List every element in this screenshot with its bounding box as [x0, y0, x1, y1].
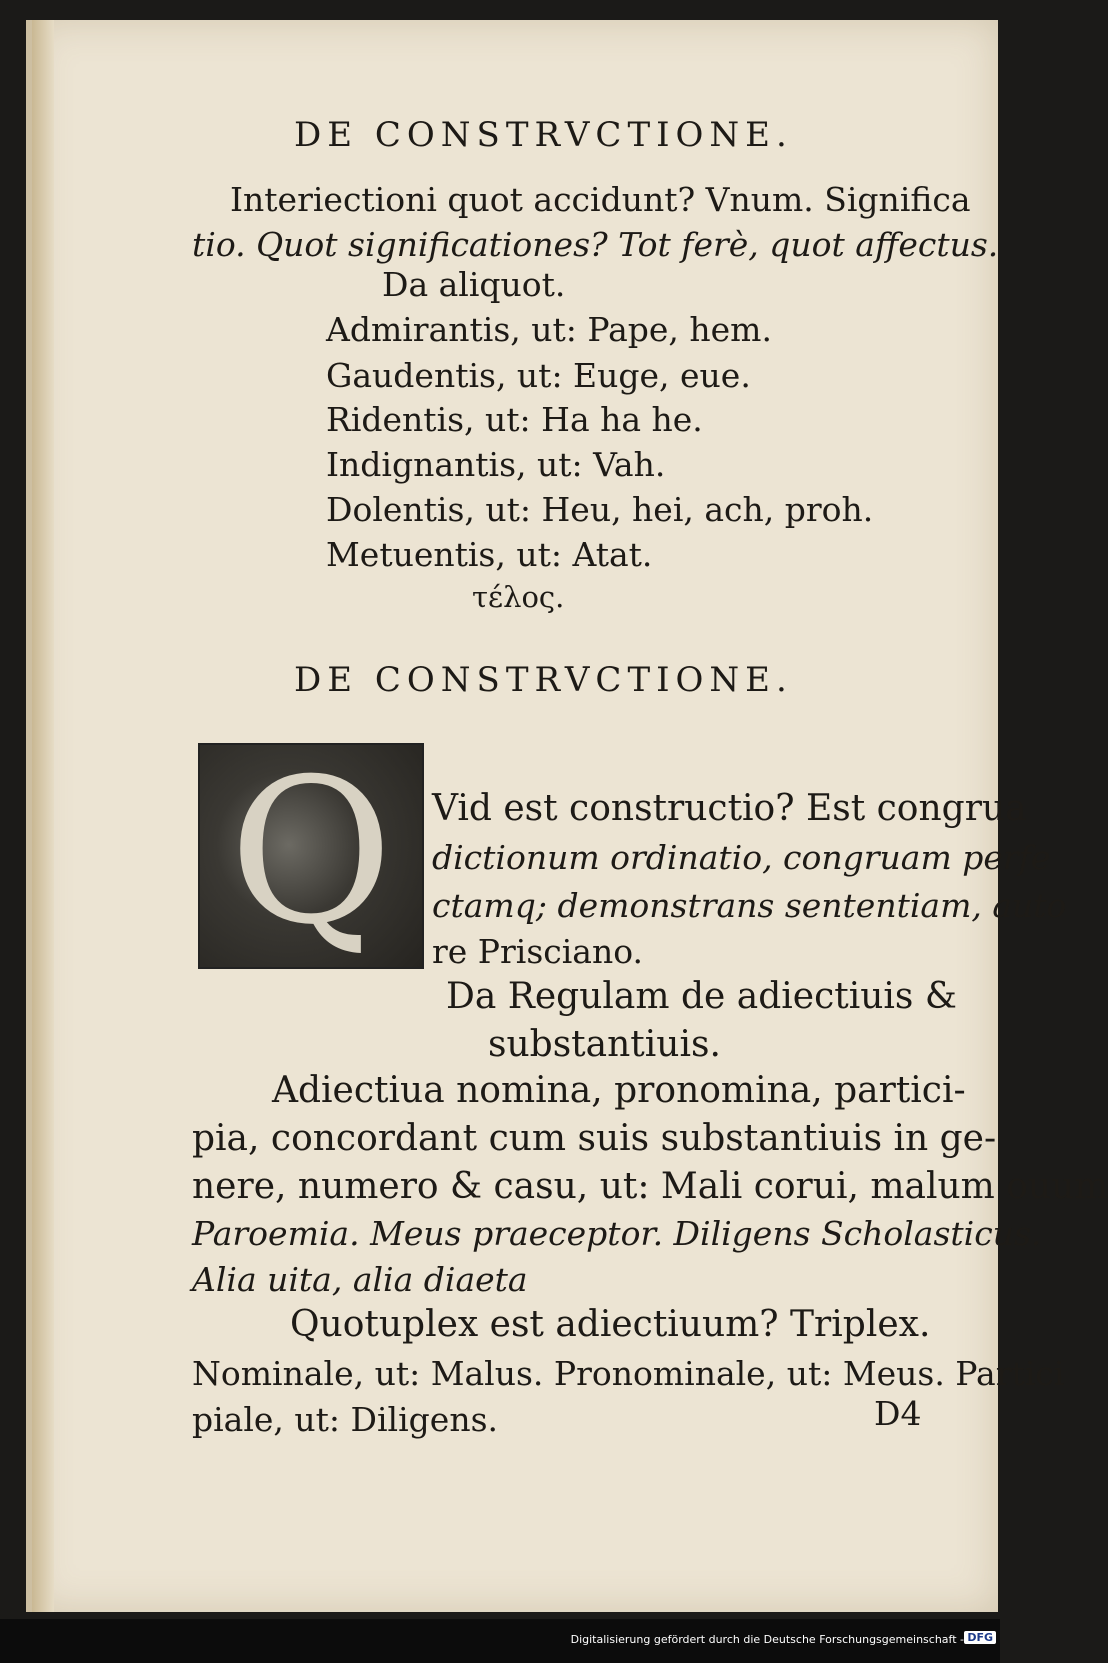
signature-mark: D4 [874, 1394, 922, 1433]
funding-credit: Digitalisierung gefördert durch die Deutsche Forschungsgemeinschaft - [570, 1633, 964, 1646]
drop-cap-initial [198, 736, 424, 969]
text-line: Indignantis, ut: Vah. [326, 445, 666, 484]
text-line: τέλος. [472, 580, 565, 614]
text-line: pia, concordant cum suis substantiuis in ge- [192, 1118, 997, 1159]
text-line: Admirantis, ut: Pape, hem. [326, 310, 772, 349]
text-line: Gaudentis, ut: Euge, eue. [326, 356, 751, 395]
dfg-logo: DFG [964, 1631, 996, 1644]
page-spine-shadow [32, 20, 54, 1612]
text-line: dictionum ordinatio, congruam perfe [432, 838, 1051, 877]
text-line: Da aliquot. [382, 265, 566, 304]
text-line: Da Regulam de adiectiuis & [446, 976, 957, 1017]
text-line: Ridentis, ut: Ha ha he. [326, 400, 703, 439]
text-line: Adiectiua nomina, pronomina, partici- [272, 1070, 966, 1111]
text-line: Paroemia. Meus praeceptor. Diligens Scholasticus. [192, 1214, 1042, 1253]
text-line: tio. Quot significationes? Tot ferè, quot affectus. [192, 225, 999, 264]
drop-cap-letter: Q [229, 736, 393, 969]
text-line: Nominale, ut: Malus. Pronominale, ut: Meus. Partici [192, 1354, 1065, 1393]
running-head: DE CONSTRVCTIONE. [294, 115, 793, 155]
text-line: Dolentis, ut: Heu, hei, ach, proh. [326, 490, 874, 529]
digitization-footer [0, 1619, 1000, 1663]
book-page [26, 20, 1108, 1612]
text-line: Quotuplex est adiectiuum? Triplex. [290, 1304, 931, 1345]
text-line: ctamq; demonstrans sententiam, auto [432, 886, 1067, 925]
text-line: piale, ut: Diligens. [192, 1400, 498, 1439]
text-line: Metuentis, ut: Atat. [326, 535, 653, 574]
section-title: DE CONSTRVCTIONE. [294, 660, 793, 700]
text-line: re Prisciano. [432, 932, 644, 971]
text-line: substantiuis. [488, 1024, 721, 1065]
text-line: nere, numero & casu, ut: Mali corui, malum ouum [192, 1166, 1108, 1207]
text-line: Interiectioni quot accidunt? Vnum. Significa [230, 180, 971, 219]
text-line: Alia uita, alia diaeta [192, 1260, 528, 1299]
text-line: Vid est constructio? Est congrua [432, 788, 1027, 829]
